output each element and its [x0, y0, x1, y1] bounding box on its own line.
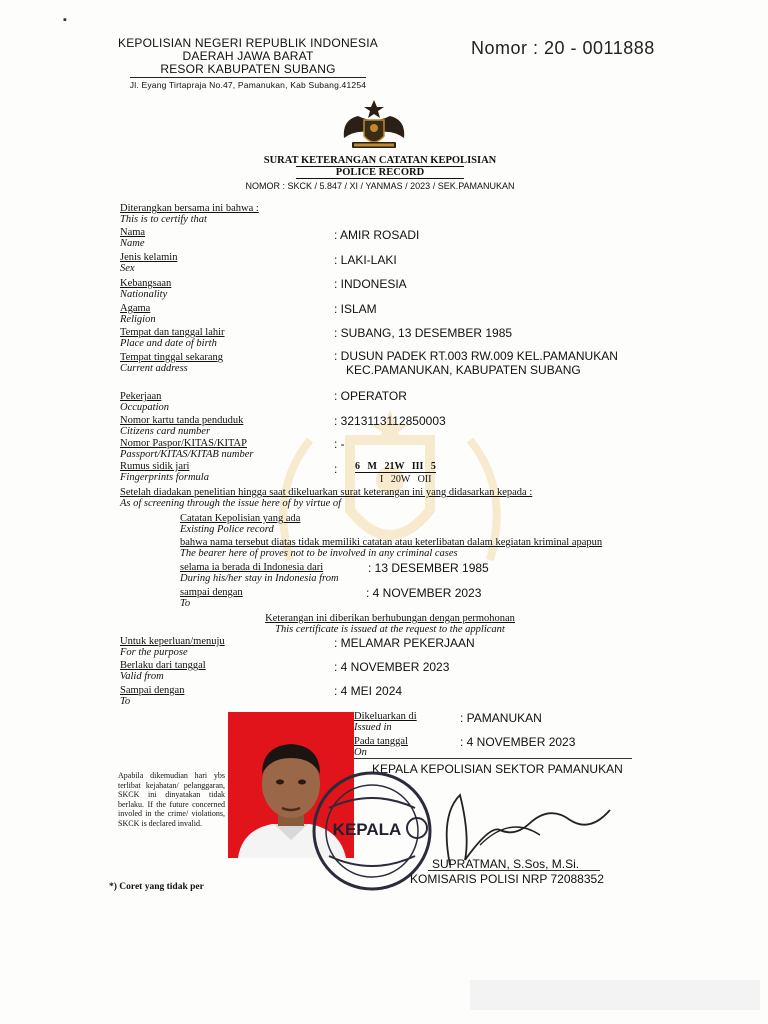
record-english: Existing Police record: [180, 524, 274, 535]
label-id: Rumus sidik jari: [120, 461, 190, 472]
label-en: Citizens card number: [120, 426, 211, 437]
header-line1: KEPOLISIAN NEGERI REPUBLIK INDONESIA: [118, 36, 378, 50]
label-id: Nomor kartu tanda penduduk: [120, 415, 244, 426]
field-value-birth: : SUBANG, 13 DESEMBER 1985: [334, 326, 513, 340]
bearer-english: The bearer here of proves not to be involved in any criminal cases: [180, 548, 458, 559]
field-label-passport: [120, 438, 254, 460]
label-en: Name: [120, 238, 145, 249]
field-value-address-line1: : DUSUN PADEK RT.003 RW.009 KEL.PAMANUKAN: [334, 349, 618, 363]
stamp-text: KEPALA: [332, 820, 402, 839]
field-value-id-card: : 3213113112850003: [334, 414, 446, 428]
field-label-sex: [120, 252, 177, 274]
label-en: Place and date of birth: [120, 338, 217, 349]
intro-english: This is to certify that: [120, 214, 207, 225]
field-label-birth: [120, 327, 225, 349]
field-value-name: : AMIR ROSADI: [334, 228, 420, 242]
valid-until-value: : 4 MEI 2024: [334, 684, 403, 698]
field-label-nationality: [120, 278, 171, 300]
fingerprint-formula-top: 6 M 21W III 5: [355, 461, 436, 472]
police-emblem-icon: [338, 98, 410, 154]
scan-mark: ▪: [63, 14, 67, 26]
stay-indonesian: selama ia berada di Indonesia dari: [180, 562, 324, 573]
label-en: Occupation: [120, 402, 169, 413]
signatory-name: SUPRATMAN, S.Sos, M.Si.: [432, 857, 580, 871]
title-indonesian: SURAT KETERANGAN CATATAN KEPOLISIAN: [263, 155, 497, 166]
signatory-office: KEPALA KEPOLISIAN SEKTOR PAMANUKAN: [372, 762, 623, 776]
stay-from-label: [180, 562, 339, 584]
label-en: Current address: [120, 363, 188, 374]
label-id: Nama: [120, 227, 146, 238]
document-serial-number: Nomor : 20 - 0011888: [471, 38, 655, 58]
label-en: To: [120, 696, 131, 707]
label-id: Untuk keperluan/menuju: [120, 636, 225, 647]
field-value-address-line2: KEC.PAMANUKAN, KABUPATEN SUBANG: [346, 363, 581, 377]
scan-edge: [470, 980, 760, 1010]
fingerprint-formula-bottom: I 20W OII: [380, 474, 432, 485]
header-line2: DAERAH JAWA BARAT: [182, 49, 314, 63]
valid-until-label: [120, 685, 184, 707]
issued-in-value: : PAMANUKAN: [460, 711, 542, 725]
field-label-id-card: [120, 415, 243, 437]
request-indonesian: Keterangan ini diberikan berhubungan dengan permohonan: [265, 613, 515, 624]
certificate-title: [230, 155, 530, 192]
label-id: Tempat tinggal sekarang: [120, 352, 224, 363]
until-english: To: [180, 598, 191, 609]
until-indonesian: sampai dengan: [180, 587, 243, 598]
label-en: Religion: [120, 314, 156, 325]
title-english: POLICE RECORD: [296, 166, 464, 179]
institution-header: [108, 37, 388, 92]
purpose-value: : MELAMAR PEKERJAAN: [334, 636, 475, 650]
stay-until-label: [180, 587, 243, 609]
label-id: Pekerjaan: [120, 391, 162, 402]
certify-intro: [120, 203, 259, 225]
screening-indonesian: Setelah diadakan penelitian hingga saat dikeluarkan surat keterangan ini yang didasarkan kepada :: [120, 487, 533, 498]
label-en: Valid from: [120, 671, 164, 682]
issued-on-value: : 4 NOVEMBER 2023: [460, 735, 576, 749]
label-en: Sex: [120, 263, 135, 274]
field-label-address: [120, 352, 223, 374]
label-en: Issued in: [354, 722, 392, 733]
screening-english: As of screening through the issue here of by virtue of: [120, 498, 342, 509]
request-english: This certificate is issued at the request to the applicant: [275, 624, 505, 635]
stay-from-value: : 13 DESEMBER 1985: [368, 561, 489, 575]
field-value-passport: : -: [334, 437, 345, 451]
valid-from-value: : 4 NOVEMBER 2023: [334, 660, 450, 674]
label-id: Berlaku dari tanggal: [120, 660, 206, 671]
issued-on-label: [354, 736, 408, 758]
field-value-nationality: : INDONESIA: [334, 277, 407, 291]
field-label-religion: [120, 303, 156, 325]
bearer-statement: [180, 537, 602, 559]
field-label-occupation: [120, 391, 169, 413]
label-en: For the purpose: [120, 647, 188, 658]
label-id: Kebangsaan: [120, 278, 172, 289]
record-indonesian: Catatan Kepolisian yang ada: [180, 513, 301, 524]
field-value-fingerprint-colon: :: [334, 462, 338, 476]
stay-until-value: : 4 NOVEMBER 2023: [366, 586, 482, 600]
label-id: Pada tanggal: [354, 736, 408, 747]
label-en: Nationality: [120, 289, 168, 300]
screening-statement: [120, 487, 532, 509]
validity-note: Apabila dikemudian hari ybs terlibat kejahatan/ pelanggaran, SKCK ini dinyatakan tidak berlaku. If the future concerned involed in the crime/ violations, SKCK is declared invalid.: [118, 771, 225, 828]
intro-indonesian: Diterangkan bersama ini bahwa :: [120, 203, 259, 214]
certificate-number: NOMOR : SKCK / 5.847 / XI / YANMAS / 2023 / SEK.PAMANUKAN: [245, 181, 515, 191]
field-value-religion: : ISLAM: [334, 302, 377, 316]
label-id: Agama: [120, 303, 151, 314]
signatory-rank: KOMISARIS POLISI NRP 72088352: [410, 872, 604, 886]
purpose-label: [120, 636, 225, 658]
label-en: Fingerprints formula: [120, 472, 209, 483]
header-line3: RESOR KABUPATEN SUBANG: [160, 62, 336, 76]
header-address: Jl. Eyang Tirtapraja No.47, Pamanukan, Kab Subang.41254: [130, 77, 366, 92]
field-value-sex: : LAKI-LAKI: [334, 253, 397, 267]
record-basis: [180, 513, 300, 535]
signature-divider: [354, 758, 632, 759]
request-statement: [230, 613, 550, 635]
label-en: On: [354, 747, 367, 758]
issued-in-label: [354, 711, 417, 733]
field-label-name: [120, 227, 145, 249]
label-id: Nomor Paspor/KITAS/KITAP: [120, 438, 247, 449]
label-id: Jenis kelamin: [120, 252, 178, 263]
label-id: Sampai dengan: [120, 685, 185, 696]
field-label-fingerprint: [120, 461, 209, 483]
label-id: Tempat dan tanggal lahir: [120, 327, 225, 338]
stay-english: During his/her stay in Indonesia from: [180, 573, 339, 584]
bearer-indonesian: bahwa nama tersebut diatas tidak memiliki catatan atau keterlibatan dalam kegiatan kriminal apapun: [180, 537, 603, 548]
field-value-occupation: : OPERATOR: [334, 389, 407, 403]
valid-from-label: [120, 660, 206, 682]
footnote: *) Coret yang tidak per: [109, 882, 204, 892]
label-en: Passport/KITAS/KITAB number: [120, 449, 254, 460]
label-id: Dikeluarkan di: [354, 711, 417, 722]
